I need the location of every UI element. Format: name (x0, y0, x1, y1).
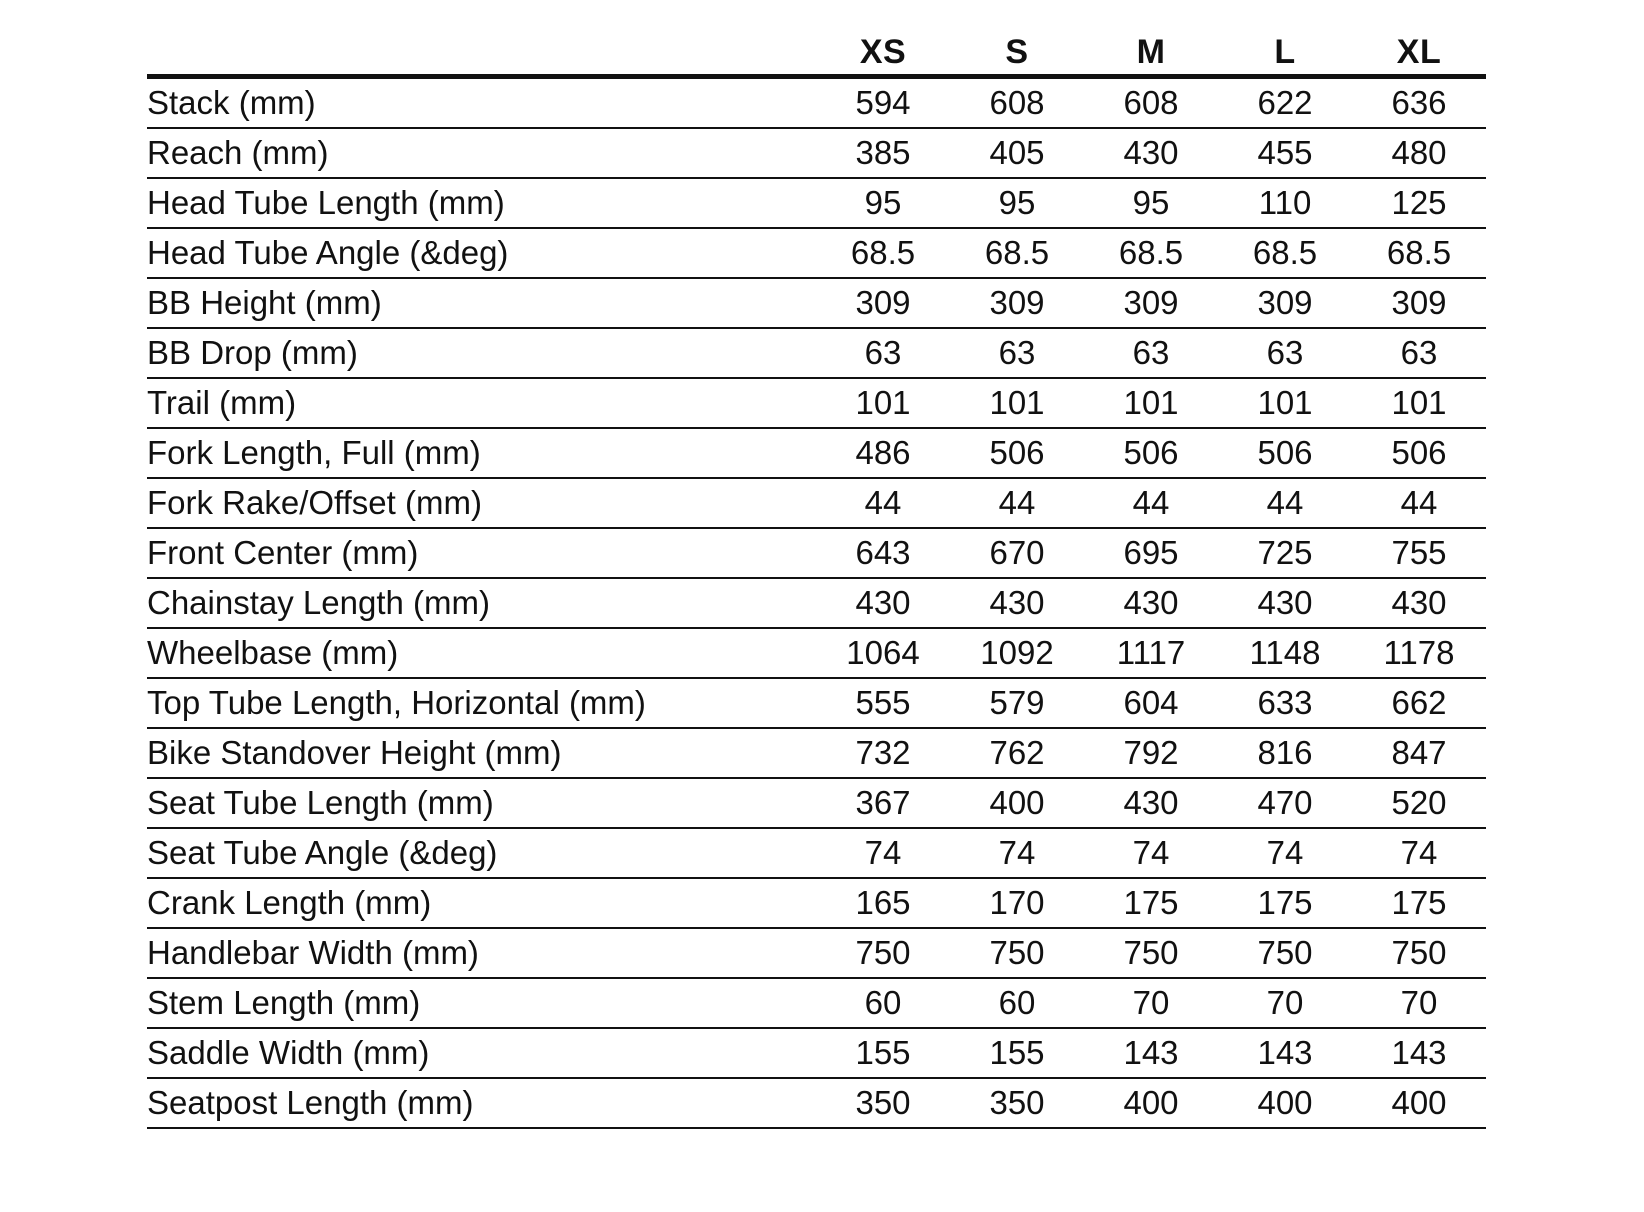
row-value-l: 110 (1218, 178, 1352, 228)
row-value-xs: 555 (816, 678, 950, 728)
row-value-s: 101 (950, 378, 1084, 428)
row-value-xl: 175 (1352, 878, 1486, 928)
table-header (147, 24, 1486, 77)
row-label: Stem Length (mm) (147, 978, 816, 1028)
row-label: Chainstay Length (mm) (147, 578, 816, 628)
table-row (147, 778, 1486, 828)
row-value-xl: 309 (1352, 278, 1486, 328)
table-row (147, 578, 1486, 628)
row-value-l: 175 (1218, 878, 1352, 928)
row-value-m: 604 (1084, 678, 1218, 728)
row-value-l: 455 (1218, 128, 1352, 178)
header-label-cell (147, 24, 816, 77)
row-value-m: 430 (1084, 128, 1218, 178)
row-value-xs: 165 (816, 878, 950, 928)
row-value-l: 1148 (1218, 628, 1352, 678)
row-value-xs: 750 (816, 928, 950, 978)
row-value-xs: 367 (816, 778, 950, 828)
row-value-s: 762 (950, 728, 1084, 778)
row-value-s: 350 (950, 1078, 1084, 1128)
row-value-xs: 155 (816, 1028, 950, 1078)
row-value-xs: 486 (816, 428, 950, 478)
header-size-m: M (1084, 24, 1218, 77)
row-label: Bike Standover Height (mm) (147, 728, 816, 778)
row-value-l: 506 (1218, 428, 1352, 478)
row-label: Fork Rake/Offset (mm) (147, 478, 816, 528)
row-value-xs: 60 (816, 978, 950, 1028)
row-value-s: 405 (950, 128, 1084, 178)
table-row (147, 1028, 1486, 1078)
row-value-s: 74 (950, 828, 1084, 878)
table-row (147, 1078, 1486, 1128)
row-label: Top Tube Length, Horizontal (mm) (147, 678, 816, 728)
row-value-l: 44 (1218, 478, 1352, 528)
row-value-s: 60 (950, 978, 1084, 1028)
table-row (147, 928, 1486, 978)
row-value-xl: 125 (1352, 178, 1486, 228)
row-label: Saddle Width (mm) (147, 1028, 816, 1078)
row-value-xs: 732 (816, 728, 950, 778)
row-value-s: 1092 (950, 628, 1084, 678)
row-value-s: 63 (950, 328, 1084, 378)
row-label: Fork Length, Full (mm) (147, 428, 816, 478)
table-row (147, 528, 1486, 578)
row-value-l: 309 (1218, 278, 1352, 328)
table-row (147, 428, 1486, 478)
row-label: Head Tube Length (mm) (147, 178, 816, 228)
row-value-l: 470 (1218, 778, 1352, 828)
header-row (147, 24, 1486, 77)
row-value-xs: 101 (816, 378, 950, 428)
table-row (147, 678, 1486, 728)
row-value-m: 70 (1084, 978, 1218, 1028)
row-label: Seat Tube Length (mm) (147, 778, 816, 828)
row-value-xl: 520 (1352, 778, 1486, 828)
row-value-m: 750 (1084, 928, 1218, 978)
row-label: Crank Length (mm) (147, 878, 816, 928)
row-value-xs: 643 (816, 528, 950, 578)
row-value-xl: 101 (1352, 378, 1486, 428)
row-value-xs: 95 (816, 178, 950, 228)
row-value-xs: 385 (816, 128, 950, 178)
row-value-m: 1117 (1084, 628, 1218, 678)
row-value-m: 63 (1084, 328, 1218, 378)
row-value-xl: 400 (1352, 1078, 1486, 1128)
header-size-xs: XS (816, 24, 950, 77)
header-size-s: S (950, 24, 1084, 77)
row-value-s: 430 (950, 578, 1084, 628)
row-value-xl: 847 (1352, 728, 1486, 778)
row-value-m: 143 (1084, 1028, 1218, 1078)
row-value-xl: 74 (1352, 828, 1486, 878)
row-value-xl: 750 (1352, 928, 1486, 978)
table-row (147, 128, 1486, 178)
table-row (147, 278, 1486, 328)
row-label: Wheelbase (mm) (147, 628, 816, 678)
row-value-xl: 44 (1352, 478, 1486, 528)
row-value-s: 608 (950, 77, 1084, 129)
table-row (147, 328, 1486, 378)
table-row (147, 478, 1486, 528)
row-value-xl: 63 (1352, 328, 1486, 378)
row-value-l: 816 (1218, 728, 1352, 778)
row-value-xs: 309 (816, 278, 950, 328)
table-row (147, 378, 1486, 428)
row-value-l: 74 (1218, 828, 1352, 878)
row-value-s: 579 (950, 678, 1084, 728)
row-value-m: 695 (1084, 528, 1218, 578)
row-value-xs: 68.5 (816, 228, 950, 278)
table-row (147, 228, 1486, 278)
row-value-s: 506 (950, 428, 1084, 478)
row-value-s: 95 (950, 178, 1084, 228)
row-value-m: 608 (1084, 77, 1218, 129)
row-value-m: 792 (1084, 728, 1218, 778)
row-value-s: 170 (950, 878, 1084, 928)
row-value-xl: 68.5 (1352, 228, 1486, 278)
row-value-s: 400 (950, 778, 1084, 828)
table-row (147, 178, 1486, 228)
row-value-xl: 755 (1352, 528, 1486, 578)
row-value-m: 68.5 (1084, 228, 1218, 278)
row-label: BB Height (mm) (147, 278, 816, 328)
row-value-s: 750 (950, 928, 1084, 978)
row-value-m: 400 (1084, 1078, 1218, 1128)
table-row (147, 828, 1486, 878)
row-value-s: 155 (950, 1028, 1084, 1078)
header-size-l: L (1218, 24, 1352, 77)
row-value-xs: 63 (816, 328, 950, 378)
row-value-xs: 594 (816, 77, 950, 129)
table-row (147, 77, 1486, 129)
row-value-s: 68.5 (950, 228, 1084, 278)
row-label: Stack (mm) (147, 77, 816, 129)
row-label: Handlebar Width (mm) (147, 928, 816, 978)
row-label: Trail (mm) (147, 378, 816, 428)
row-value-l: 750 (1218, 928, 1352, 978)
table-row (147, 978, 1486, 1028)
row-value-xl: 506 (1352, 428, 1486, 478)
row-value-xl: 662 (1352, 678, 1486, 728)
row-value-xl: 480 (1352, 128, 1486, 178)
row-label: Reach (mm) (147, 128, 816, 178)
row-label: Front Center (mm) (147, 528, 816, 578)
row-label: BB Drop (mm) (147, 328, 816, 378)
geometry-table (147, 24, 1486, 1129)
row-value-xl: 430 (1352, 578, 1486, 628)
row-value-xs: 44 (816, 478, 950, 528)
row-value-m: 44 (1084, 478, 1218, 528)
table-row (147, 878, 1486, 928)
row-value-l: 633 (1218, 678, 1352, 728)
row-value-m: 430 (1084, 578, 1218, 628)
row-value-l: 63 (1218, 328, 1352, 378)
row-value-l: 143 (1218, 1028, 1352, 1078)
row-value-m: 101 (1084, 378, 1218, 428)
row-label: Seat Tube Angle (&deg) (147, 828, 816, 878)
row-value-m: 506 (1084, 428, 1218, 478)
row-value-s: 309 (950, 278, 1084, 328)
row-value-xs: 430 (816, 578, 950, 628)
row-value-xl: 70 (1352, 978, 1486, 1028)
row-value-l: 101 (1218, 378, 1352, 428)
row-value-l: 725 (1218, 528, 1352, 578)
row-value-l: 400 (1218, 1078, 1352, 1128)
row-label: Head Tube Angle (&deg) (147, 228, 816, 278)
row-value-xs: 74 (816, 828, 950, 878)
table-body (147, 77, 1486, 1129)
row-value-m: 95 (1084, 178, 1218, 228)
row-value-m: 309 (1084, 278, 1218, 328)
row-value-l: 70 (1218, 978, 1352, 1028)
row-value-l: 622 (1218, 77, 1352, 129)
row-value-m: 74 (1084, 828, 1218, 878)
row-label: Seatpost Length (mm) (147, 1078, 816, 1128)
row-value-xl: 143 (1352, 1028, 1486, 1078)
table-row (147, 728, 1486, 778)
row-value-xl: 636 (1352, 77, 1486, 129)
row-value-xl: 1178 (1352, 628, 1486, 678)
row-value-s: 670 (950, 528, 1084, 578)
row-value-l: 68.5 (1218, 228, 1352, 278)
row-value-m: 430 (1084, 778, 1218, 828)
row-value-s: 44 (950, 478, 1084, 528)
row-value-m: 175 (1084, 878, 1218, 928)
row-value-xs: 1064 (816, 628, 950, 678)
table-row (147, 628, 1486, 678)
row-value-l: 430 (1218, 578, 1352, 628)
header-size-xl: XL (1352, 24, 1486, 77)
row-value-xs: 350 (816, 1078, 950, 1128)
